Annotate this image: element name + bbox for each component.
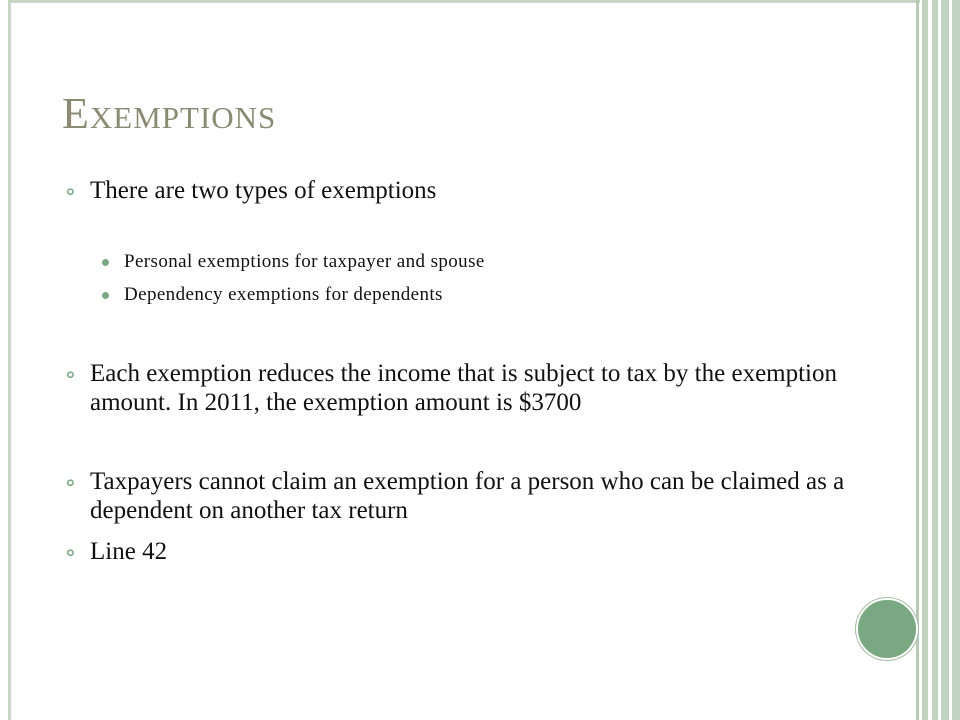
slide-title: Exemptions xyxy=(62,89,277,138)
sub-bullet-text: Personal exemptions for taxpayer and spouse xyxy=(124,251,485,272)
frame-left-line xyxy=(8,0,11,720)
bullet-icon: ⚬ xyxy=(62,541,79,565)
right-stripe xyxy=(941,0,949,720)
bullet-text: Each exemption reduces the income that is subject to tax by the exemption amount. In 2011, the exemption amount is $3700 xyxy=(90,360,837,416)
bullet-item xyxy=(62,537,862,566)
sub-bullet-dot-icon xyxy=(102,259,109,266)
sub-bullet-text: Dependency exemptions for dependents xyxy=(124,284,443,305)
right-stripe xyxy=(952,0,960,720)
bullet-icon: ⚬ xyxy=(62,180,79,204)
bullet-icon: ⚬ xyxy=(62,471,79,495)
frame-right-line xyxy=(916,0,919,720)
slide-content xyxy=(62,176,862,566)
sub-bullet-item xyxy=(62,284,862,306)
bullet-item xyxy=(62,176,862,205)
bullet-item xyxy=(62,467,862,525)
bullet-item xyxy=(62,359,862,417)
bullet-text: There are two types of exemptions xyxy=(90,177,437,204)
bullet-text: Line 42 xyxy=(90,538,168,565)
frame-top-line xyxy=(8,0,920,3)
bullet-icon: ⚬ xyxy=(62,363,79,387)
sub-bullet-item xyxy=(62,251,862,273)
sub-bullet-dot-icon xyxy=(102,292,109,299)
decorative-circle xyxy=(856,598,918,660)
bullet-text: Taxpayers cannot claim an exemption for a person who can be claimed as a dependent on another tax return xyxy=(90,468,845,524)
